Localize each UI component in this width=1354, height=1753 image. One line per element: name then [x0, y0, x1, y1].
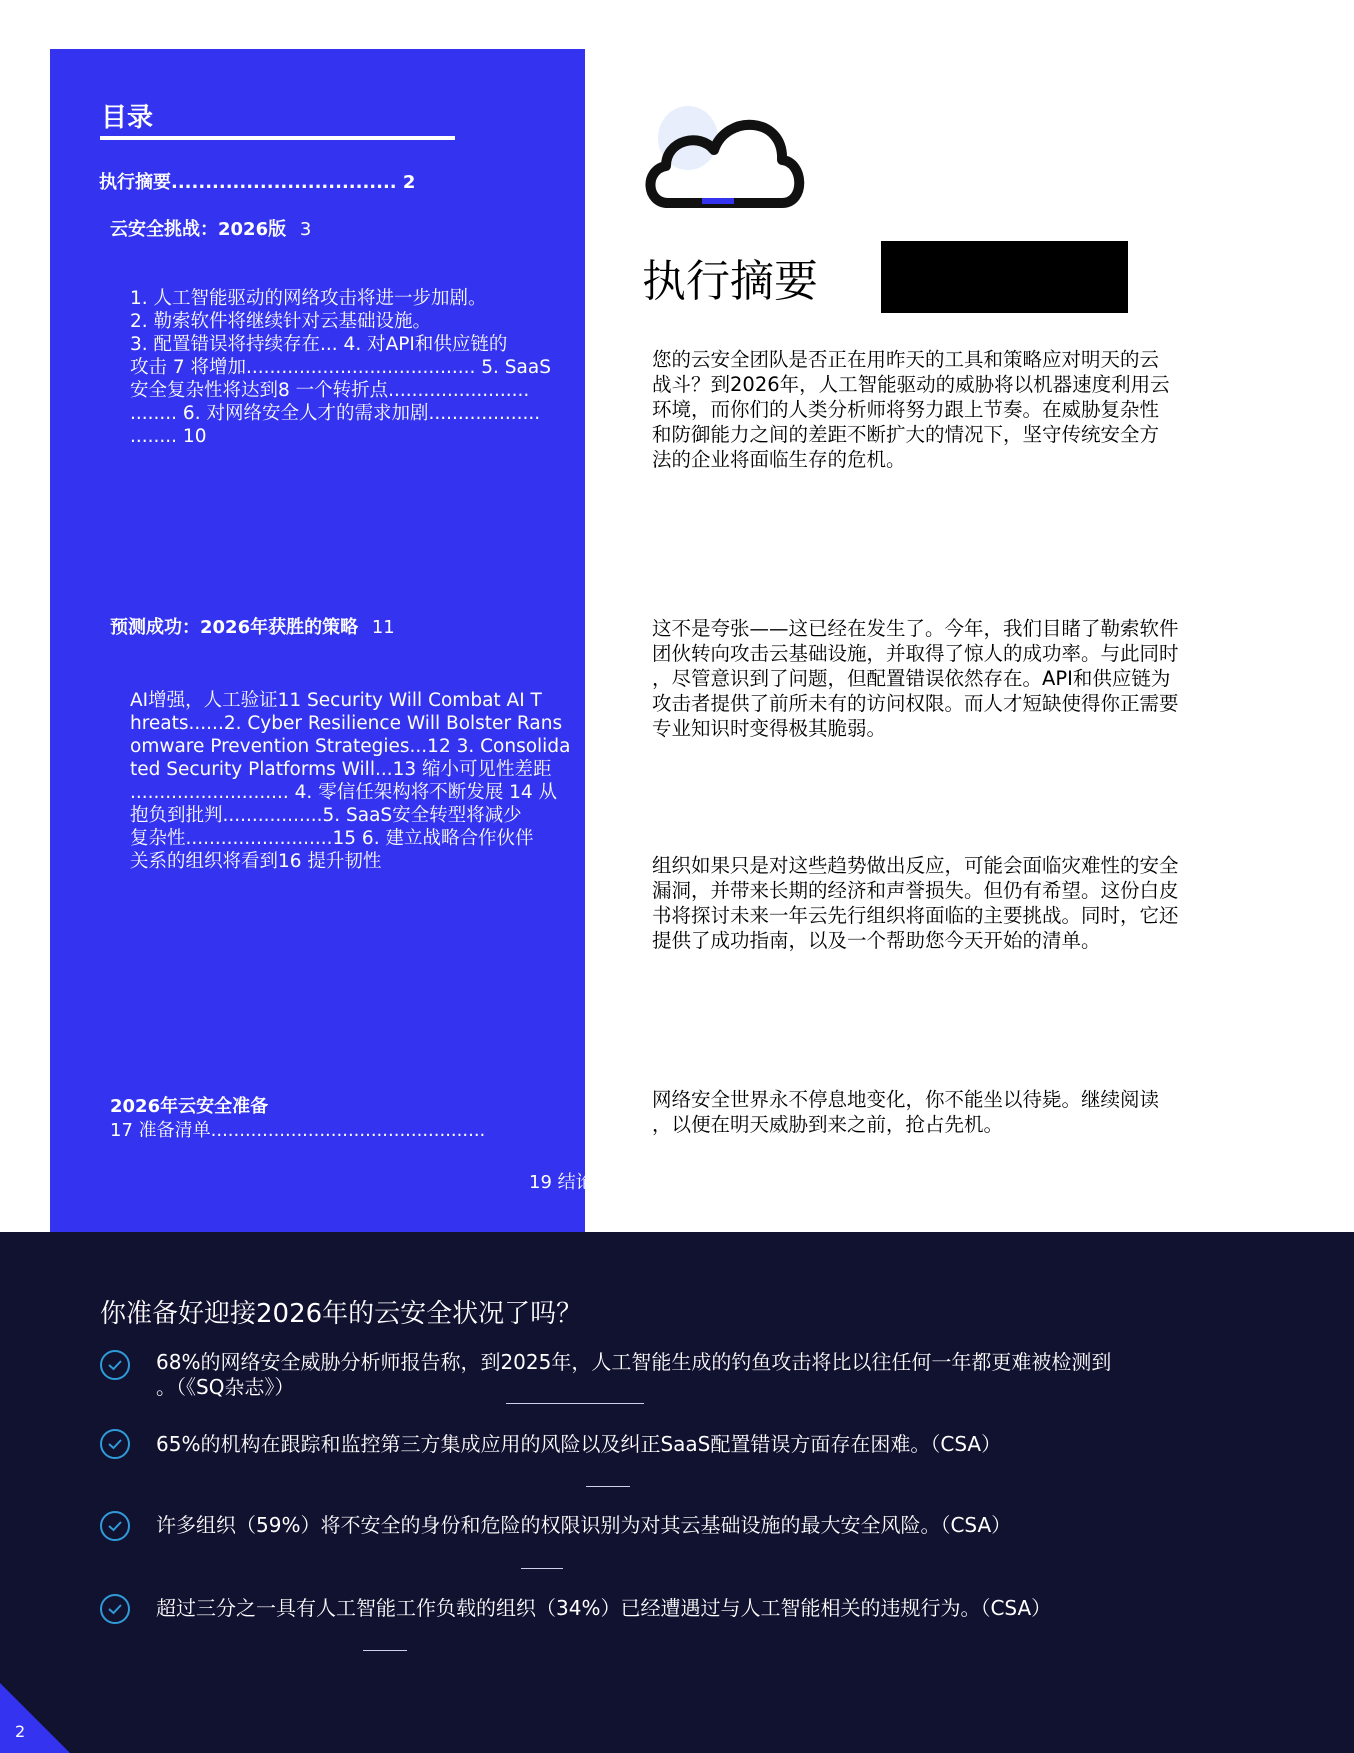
toc-section-2-title: 预测成功：2026年获胜的策略 — [110, 617, 359, 638]
stat-item-2: 65%的机构在跟踪和监控第三方集成应用的风险以及纠正SaaS配置错误方面存在困难。（CSA） — [156, 1432, 1002, 1456]
toc-section-1-page: 3 — [299, 219, 312, 240]
stat-item-1: 68%的网络安全威胁分析师报告称，到2025年，人工智能生成的钓鱼攻击将比以往任何一年都更难被检测到 。（《SQ杂志》） — [156, 1350, 1112, 1399]
toc-section-1[interactable] — [110, 215, 311, 241]
exec-paragraph-3: 组织如果只是对这些趋势做出反应，可能会面临灾难性的安全 漏洞，并带来长期的经济和声誉损失。但仍有希望。这份白皮 书将探讨未来一年云先行组织将面临的主要挑战。同时，它还 提供了成功指南，以及一个帮助您今天开始的清单。 — [652, 854, 1179, 952]
exec-paragraph-2: 这不是夸张——这已经在发生了。今年，我们目睹了勒索软件 团伙转向攻击云基础设施，并取得了惊人的成功率。与此同时 ，尽管意识到了问题，但配置错误依然存在。API和供应链为 攻击者提供了前所未有的访问权限。而人才短缺使得你正需要 专业知识时变得极其脆弱。 — [652, 617, 1179, 740]
stat-source-underline — [363, 1650, 407, 1651]
stats-title: 你准备好迎接2026年的云安全状况了吗？ — [100, 1299, 583, 1329]
toc-section-2-items[interactable]: AI增强，人工验证11 Security Will Combat AI T hreats......2. Cyber Resilience Will Bolster Rans omware Prevention Strategies...12 3. Consolida ted Security Platforms Will...13 缩小可见性差距 ........................... 4. 零信任架构将不断发展 14 从 抱负到批判.................5. SaaS安全转型将减少 复杂性.........................15 6. 建立战略合作伙伴 关系的组织将看到16 提升韧性 — [130, 690, 571, 872]
toc-section-2-page: 11 — [371, 617, 395, 638]
stat-source-underline — [506, 1403, 644, 1404]
cloud-icon — [640, 100, 810, 220]
toc-panel — [50, 49, 594, 1232]
toc-title-underline — [100, 136, 455, 140]
stat-source-underline — [586, 1486, 630, 1487]
corner-accent — [0, 1683, 70, 1753]
toc-exec-summary[interactable]: 执行摘要................................. 2 — [99, 172, 416, 193]
toc-section-2[interactable] — [110, 613, 395, 639]
check-circle-icon — [100, 1511, 130, 1541]
toc-section-3-line[interactable]: 17 准备清单................................................ — [110, 1120, 486, 1141]
exec-summary-heading: 执行摘要 — [642, 256, 818, 307]
toc-section-1-title: 云安全挑战：2026版 — [110, 219, 287, 240]
check-circle-icon — [100, 1429, 130, 1459]
page-number: 2 — [15, 1722, 26, 1741]
exec-paragraph-4: 网络安全世界永不停息地变化，你不能坐以待毙。继续阅读 ，以便在明天威胁到来之前，抢占先机。 — [652, 1088, 1160, 1136]
toc-title: 目录 — [101, 103, 154, 133]
check-circle-icon — [100, 1594, 130, 1624]
stat-item-3: 许多组织（59%）将不安全的身份和危险的权限识别为对其云基础设施的最大安全风险。（CSA） — [156, 1513, 1012, 1537]
toc-conclusion[interactable]: 19 结论 — [529, 1172, 594, 1193]
exec-paragraph-1: 您的云安全团队是否正在用昨天的工具和策略应对明天的云 战斗？到2026年，人工智能驱动的威胁将以机器速度利用云 环境，而你们的人类分析师将努力跟上节奏。在威胁复杂性 和防御能力之间的差距不断扩大的情况下，坚守传统安全方 法的企业将面临生存的危机。 — [652, 348, 1170, 471]
stat-source-underline — [521, 1568, 563, 1569]
stat-item-4: 超过三分之一具有人工智能工作负载的组织（34%）已经遭遇过与人工智能相关的违规行为。（CSA） — [156, 1596, 1052, 1620]
toc-section-1-items[interactable]: 1. 人工智能驱动的网络攻击将进一步加剧。 2. 勒索软件将继续针对云基础设施。 3. 配置错误将持续存在... 4. 对API和供应链的 攻击 7 将增加....................................... 5. SaaS 安全复杂性将达到8 一个转折点........................ ........ 6. 对网络安全人才的需求加剧................... ........ 10 — [130, 288, 551, 447]
check-circle-icon — [100, 1350, 130, 1380]
redacted-block — [881, 241, 1128, 313]
toc-section-3-title[interactable]: 2026年云安全准备 — [110, 1096, 269, 1117]
